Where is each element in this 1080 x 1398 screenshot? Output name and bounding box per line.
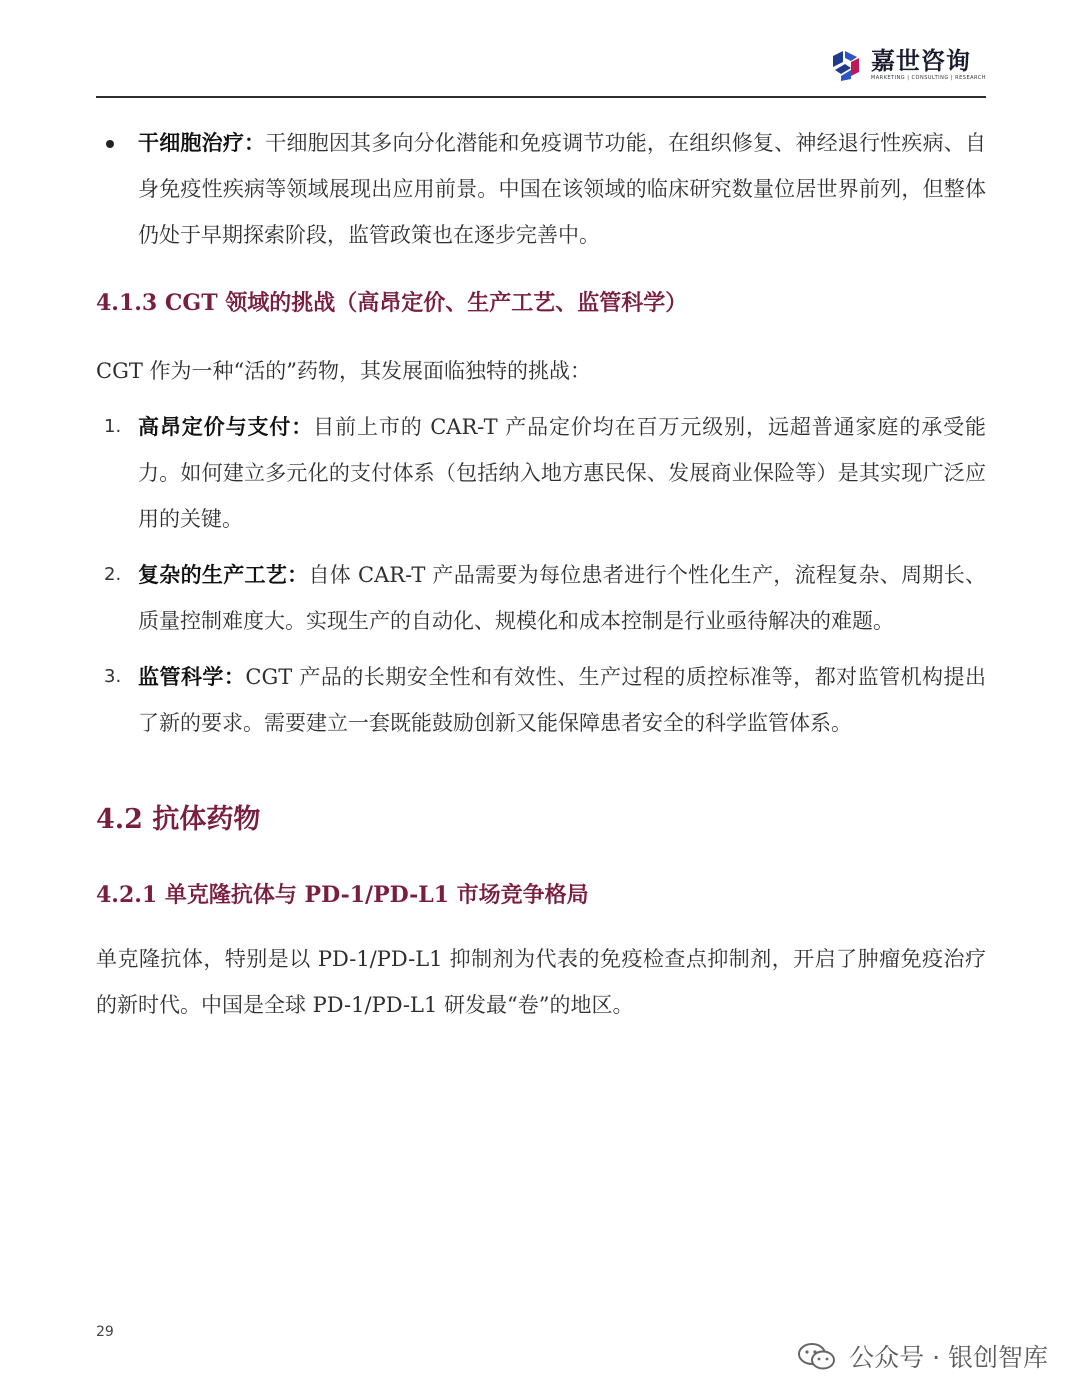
list-number: 2.	[104, 564, 122, 585]
brand-name: 嘉世咨询	[870, 47, 971, 75]
bullet-dot	[106, 140, 114, 148]
jiashi-logo-icon	[829, 48, 863, 82]
bullet-item-stem-cell	[96, 120, 986, 258]
intro-paragraph: CGT 作为一种“活的”药物，其发展面临独特的挑战：	[96, 359, 591, 383]
bullet-term: 干细胞治疗：	[138, 130, 266, 155]
list-number: 1.	[104, 416, 122, 437]
list-text: 目前上市的 CAR-T 产品定价均在百万元级别，远超普通家庭的承受能力。如何建立多元化的支付体系（包括纳入地方惠民保、发展商业保险等）是其实现广泛应用的关键。	[138, 415, 987, 531]
list-number: 3.	[104, 666, 122, 687]
list-item-pricing	[96, 404, 986, 542]
bullet-text: 干细胞因其多向分化潜能和免疫调节功能，在组织修复、神经退行性疾病、自身免疫性疾病等领域展现出应用前景。中国在该领域的临床研究数量位居世界前列，但整体仍处于早期探索阶段，监管政策也在逐步完善中。	[138, 131, 987, 247]
list-item-regulatory	[96, 654, 986, 746]
paragraph-4-2-1: 单克隆抗体，特别是以 PD-1/PD-L1 抑制剂为代表的免疫检查点抑制剂，开启了肿瘤免疫治疗的新时代。中国是全球 PD-1/PD-L1 研发最“卷”的地区。	[96, 947, 986, 1017]
page-header	[96, 40, 986, 98]
brand-tagline: MARKETING | CONSULTING | RESEARCH	[870, 75, 986, 81]
heading-4-2-1: 4.2.1 单克隆抗体与 PD-1/PD-L1 市场竞争格局	[96, 882, 589, 908]
brand-logo	[829, 48, 986, 82]
page-number: 29	[96, 1324, 114, 1340]
list-text: 自体 CAR-T 产品需要为每位患者进行个性化生产，流程复杂、周期长、质量控制难度大。实现生产的自动化、规模化和成本控制是行业亟待解决的难题。	[138, 563, 987, 633]
watermark	[797, 1338, 1048, 1374]
list-item-manufacturing	[96, 552, 986, 644]
list-term: 高昂定价与支付：	[138, 414, 314, 439]
heading-4-2: 4.2 抗体药物	[96, 804, 261, 835]
list-term: 监管科学：	[138, 664, 246, 689]
heading-4-1-3: 4.1.3 CGT 领域的挑战（高昂定价、生产工艺、监管科学）	[96, 290, 688, 316]
list-term: 复杂的生产工艺：	[138, 562, 309, 587]
watermark-text: 公众号 · 银创智库	[849, 1343, 1048, 1372]
page-content	[96, 120, 986, 1028]
wechat-icon	[797, 1341, 837, 1371]
list-text: CGT 产品的长期安全性和有效性、生产过程的质控标准等，都对监管机构提出了新的要求。需要建立一套既能鼓励创新又能保障患者安全的科学监管体系。	[138, 665, 987, 735]
